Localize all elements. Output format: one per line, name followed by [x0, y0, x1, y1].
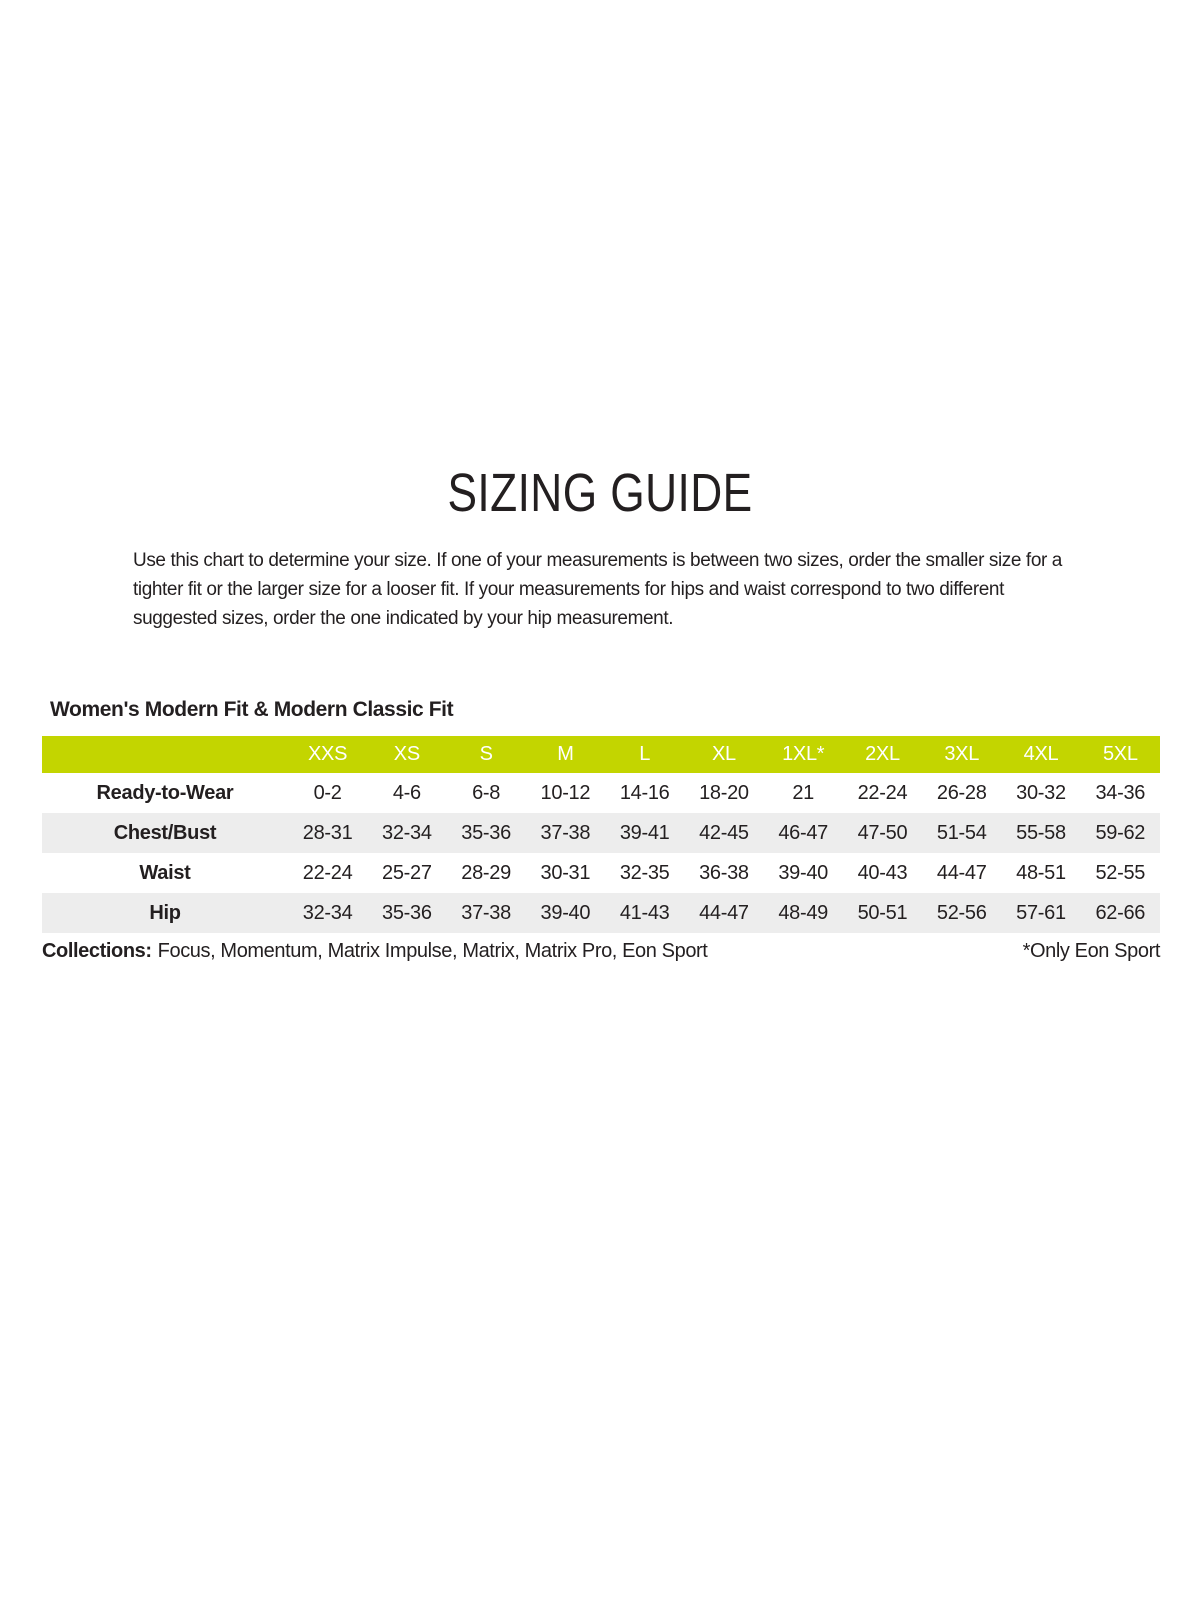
size-value-cell: 55-58	[1016, 821, 1066, 844]
size-header-row	[42, 736, 1160, 773]
size-value-cell: 48-49	[778, 901, 828, 924]
size-header-cell: 3XL	[922, 736, 1001, 773]
size-value-cell: 25-27	[382, 861, 432, 884]
size-value-cell: 44-47	[936, 861, 987, 884]
size-value-cell: 30-31	[540, 861, 591, 884]
size-header-cell: 5XL	[1081, 736, 1160, 773]
size-value-cell: 52-55	[1095, 861, 1146, 884]
table-row	[42, 853, 1160, 893]
size-value-cell: 41-43	[619, 901, 670, 924]
size-value-cell: 4-6	[392, 781, 421, 804]
size-table	[42, 736, 1160, 933]
page-title	[0, 462, 1200, 524]
table-section-heading: Women's Modern Fit & Modern Classic Fit	[50, 698, 454, 721]
size-header-cell: 4XL	[1001, 736, 1080, 773]
collections-text	[42, 940, 707, 963]
size-value-cell: 57-61	[1016, 901, 1066, 924]
size-value-cell: 39-40	[778, 861, 828, 884]
size-value-cell: 26-28	[936, 781, 987, 804]
size-table-container	[42, 736, 1160, 933]
row-label-cell: Hip	[149, 901, 181, 924]
size-value-cell: 44-47	[699, 901, 749, 924]
size-header-cell: XXS	[288, 736, 367, 773]
size-value-cell: 52-56	[936, 901, 987, 924]
table-row	[42, 893, 1160, 933]
size-header-cell: S	[446, 736, 525, 773]
size-value-cell: 28-31	[302, 821, 353, 844]
size-value-cell: 21	[792, 781, 814, 804]
size-value-cell: 50-51	[857, 901, 908, 924]
size-value-cell: 39-41	[619, 821, 670, 844]
size-value-cell: 46-47	[778, 821, 828, 844]
size-value-cell: 10-12	[540, 781, 591, 804]
table-row	[42, 773, 1160, 813]
size-value-cell: 14-16	[619, 781, 670, 804]
size-value-cell: 35-36	[461, 821, 511, 844]
table-row	[42, 813, 1160, 853]
intro-paragraph: Use this chart to determine your size. If one of your measurements is between two sizes, order the smaller size for a tighter fit or the larger size for a looser fit. If your measurements for hips and waist correspond to two different suggested sizes, order the one indicated by your hip measurement.	[133, 550, 1062, 629]
size-value-cell: 37-38	[540, 821, 591, 844]
size-value-cell: 18-20	[699, 781, 749, 804]
row-label-cell: Ready-to-Wear	[96, 781, 234, 804]
size-value-cell: 28-29	[461, 861, 511, 884]
size-header-cell: XS	[367, 736, 446, 773]
size-value-cell: 0-2	[313, 781, 342, 804]
size-table-head	[42, 736, 1160, 773]
size-value-cell: 34-36	[1095, 781, 1146, 804]
size-value-cell: 47-50	[857, 821, 908, 844]
size-value-cell: 62-66	[1095, 901, 1146, 924]
row-label-cell: Chest/Bust	[113, 821, 217, 844]
size-value-cell: 32-34	[382, 821, 432, 844]
size-value-cell: 30-32	[1016, 781, 1066, 804]
collections-list: Focus, Momentum, Matrix Impulse, Matrix, Matrix Pro, Eon Sport	[157, 940, 708, 962]
size-value-cell: 51-54	[936, 821, 987, 844]
size-value-cell: 22-24	[302, 861, 353, 884]
size-value-cell: 32-34	[302, 901, 353, 924]
size-value-cell: 48-51	[1016, 861, 1066, 884]
collections-label: Collections:	[42, 940, 152, 962]
size-value-cell: 6-8	[472, 781, 501, 804]
size-value-cell: 39-40	[540, 901, 591, 924]
size-table-body	[42, 773, 1160, 933]
size-value-cell: 32-35	[619, 861, 670, 884]
size-value-cell: 37-38	[461, 901, 511, 924]
size-header-cell: XL	[684, 736, 763, 773]
size-header-cell: 1XL*	[764, 736, 843, 773]
size-value-cell: 40-43	[857, 861, 908, 884]
footnote-only-eon-sport: *Only Eon Sport	[1022, 940, 1160, 962]
size-header-cell: 2XL	[843, 736, 922, 773]
size-header-cell: L	[605, 736, 684, 773]
size-value-cell: 59-62	[1095, 821, 1146, 844]
size-value-cell: 35-36	[382, 901, 432, 924]
collections-line	[42, 940, 1160, 963]
size-value-cell: 36-38	[699, 861, 749, 884]
size-value-cell: 42-45	[699, 821, 749, 844]
size-header-cell: M	[526, 736, 605, 773]
corner-cell	[42, 736, 288, 773]
page-title-text: SIZING GUIDE	[447, 463, 753, 523]
row-label-cell: Waist	[139, 861, 191, 884]
size-value-cell: 22-24	[857, 781, 908, 804]
